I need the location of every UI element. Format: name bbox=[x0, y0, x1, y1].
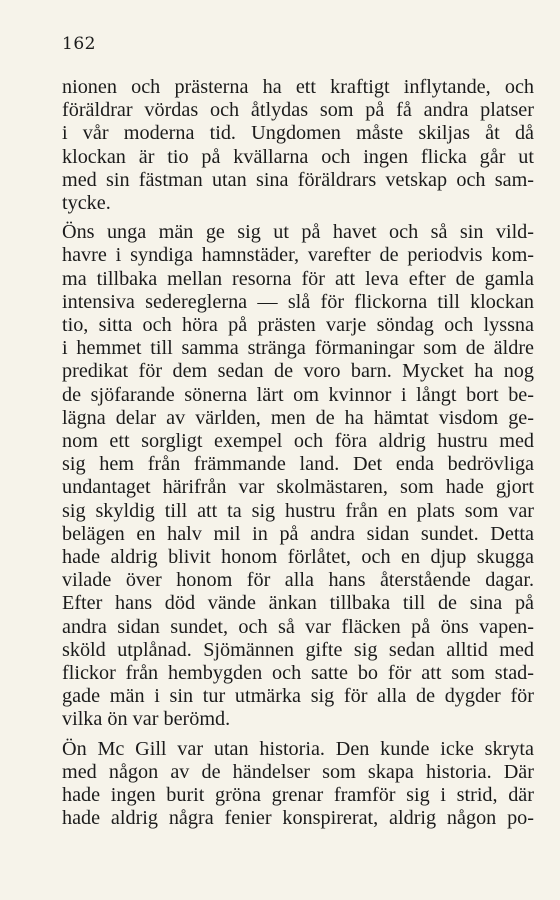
text-line: vilka ön var berömd. bbox=[62, 708, 231, 731]
text-line: klockan är tio på kvällarna och ingen flicka går ut bbox=[62, 145, 534, 168]
text-line: med sin fästman utan sina föräldrars vetskap och sam- bbox=[62, 168, 534, 191]
text-line: intensiva sedereglerna — slå för flickorna till klockan bbox=[62, 290, 534, 313]
text-line: sig skyldig till att ta sig hustru från en plats som var bbox=[62, 499, 534, 522]
text-line: tio, sitta och höra på prästen varje söndag och lyssna bbox=[62, 314, 534, 337]
text-line: de sjöfarande sönerna lärt om kvinnor i långt bort be- bbox=[62, 383, 534, 406]
text-line: andra sidan sundet, och så var fläcken på öns vapen- bbox=[62, 615, 534, 638]
paragraph bbox=[62, 76, 534, 215]
text-line: Öns unga män ge sig ut på havet och så sin vild- bbox=[62, 221, 534, 244]
text-line: predikat för dem sedan de voro barn. Mycket ha nog bbox=[62, 360, 534, 383]
text-line: i vår moderna tid. Ungdomen måste skiljas åt då bbox=[62, 122, 534, 145]
text-line: Efter hans död vände änkan tillbaka till de sina på bbox=[62, 592, 534, 615]
text-line: sig hem från främmande land. Det enda bedrövliga bbox=[62, 453, 534, 476]
text-line: tycke. bbox=[62, 192, 111, 215]
text-line: vilade över honom för alla hans återstående dagar. bbox=[62, 569, 534, 592]
body-text bbox=[62, 76, 534, 831]
text-line: sköld utplånad. Sjömännen gifte sig sedan alltid med bbox=[62, 638, 534, 661]
text-line: flickor från hembygden och satte bo för att som stad- bbox=[62, 662, 534, 685]
text-line: nom ett sorgligt exempel och föra aldrig hustru med bbox=[62, 430, 534, 453]
text-line: gade män i sin tur utmärka sig för alla de dygder för bbox=[62, 685, 534, 708]
text-line: undantaget härifrån var skolmästaren, som hade gjort bbox=[62, 476, 534, 499]
text-line: föräldrar vördas och åtlydas som på få andra platser bbox=[62, 99, 534, 122]
paragraph bbox=[62, 221, 534, 731]
text-line: lägna delar av världen, men de ha hämtat visdom ge- bbox=[62, 406, 534, 429]
text-line: med någon av de händelser som skapa historia. Där bbox=[62, 760, 534, 783]
text-line: hade ingen burit gröna grenar framför sig i strid, där bbox=[62, 784, 534, 807]
text-line: ma tillbaka mellan resorna för att leva efter de gamla bbox=[62, 267, 534, 290]
text-line: belägen en halv mil in på andra sidan sundet. Detta bbox=[62, 522, 534, 545]
text-line: Ön Mc Gill var utan historia. Den kunde icke skryta bbox=[62, 737, 534, 760]
text-line: i hemmet till samma stränga förmaningar som de äldre bbox=[62, 337, 534, 360]
page-number: 162 bbox=[62, 34, 96, 54]
text-line: hade aldrig några fenier konspirerat, aldrig någon po- bbox=[62, 807, 534, 830]
text-line: nionen och prästerna ha ett kraftigt inflytande, och bbox=[62, 76, 534, 98]
paragraph bbox=[62, 738, 534, 831]
text-line: havre i syndiga hamnstäder, varefter de periodvis kom- bbox=[62, 244, 534, 267]
text-line: hade aldrig blivit honom förlåtet, och en djup skugga bbox=[62, 546, 534, 569]
